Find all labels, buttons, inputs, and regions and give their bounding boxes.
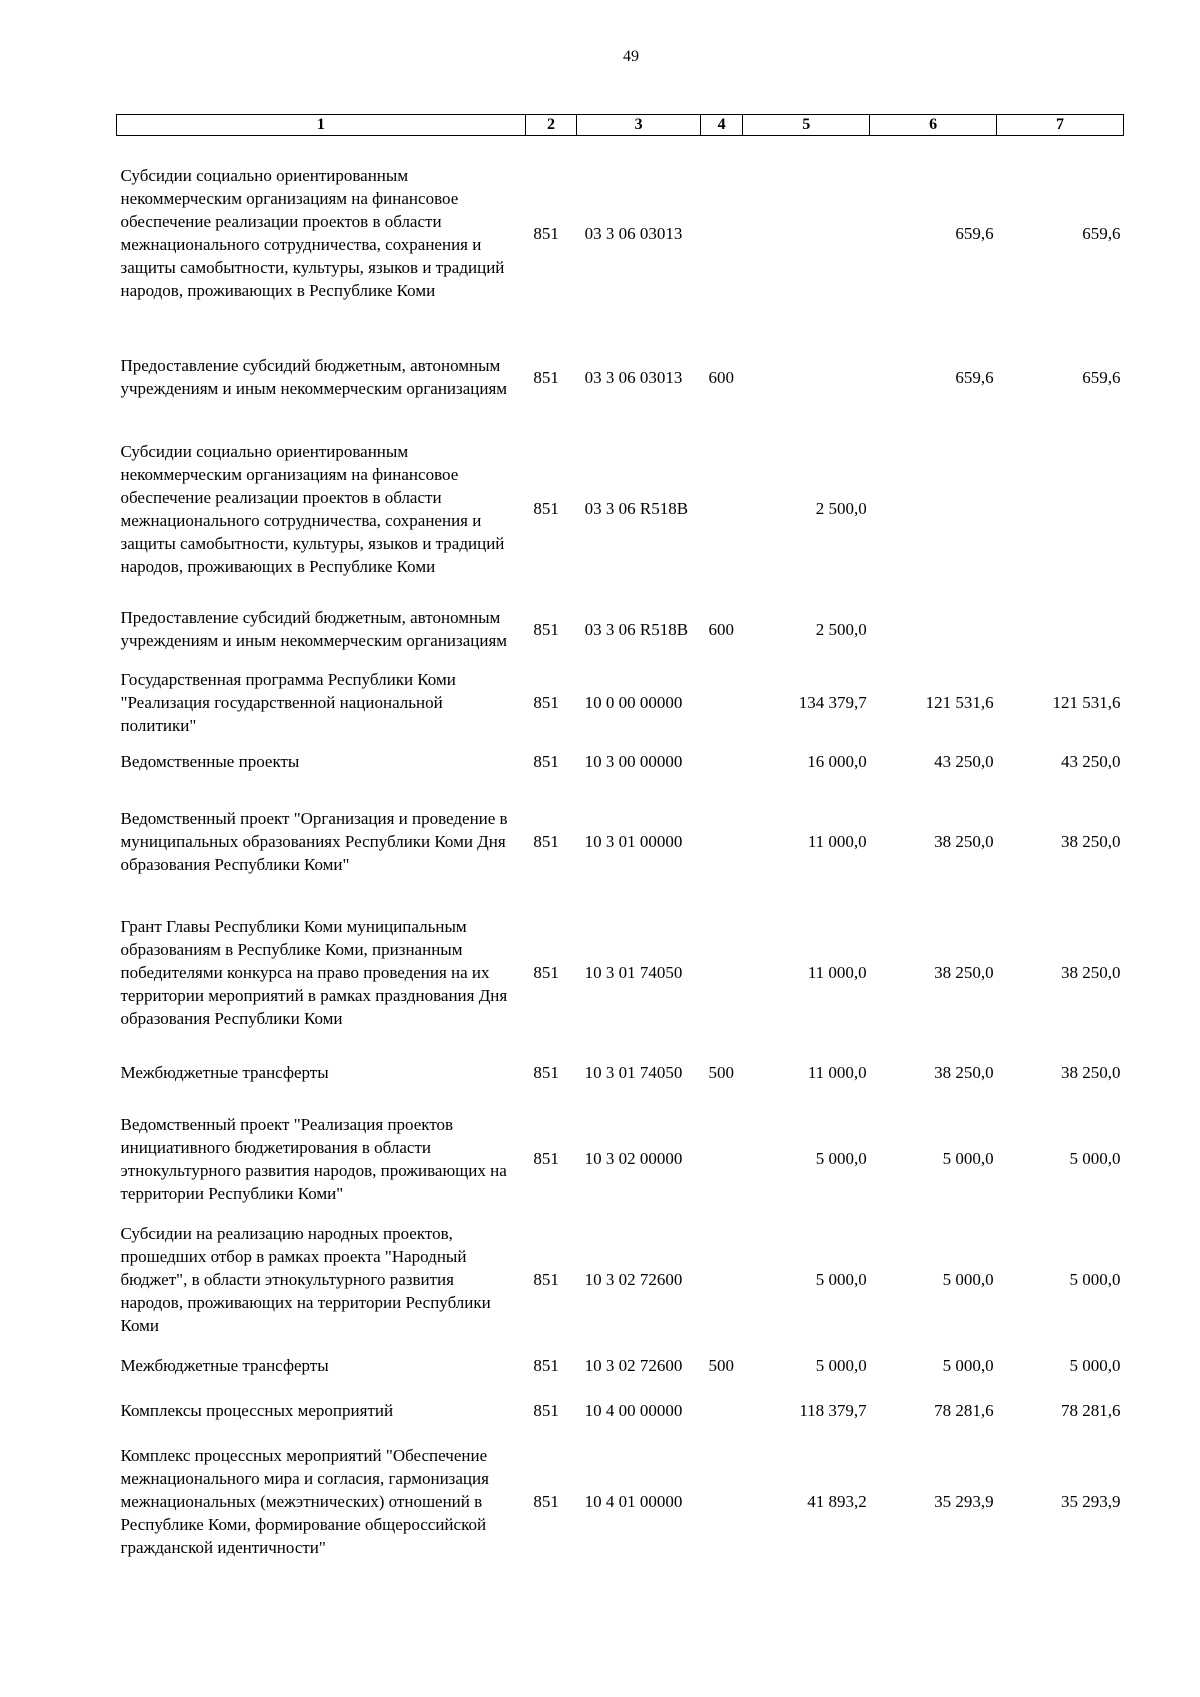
row-expense-type: 600	[708, 619, 735, 639]
column-header-1: 1	[117, 115, 526, 136]
row-target-article: 10 3 02 00000	[584, 1149, 683, 1168]
row-grbs: 851	[533, 1270, 559, 1289]
row-expense-type	[701, 784, 743, 900]
column-header-3: 3	[577, 115, 701, 136]
row-name: Грант Главы Республики Коми муниципальным образованиям в Республике Коми, признанным победителями конкурса на право проведения на их территории мероприятий в рамках празднования Дня образования Республики Коми	[120, 917, 508, 1028]
column-header-2: 2	[525, 115, 576, 136]
row-name: Комплекс процессных мероприятий "Обеспечение межнационального мира и согласия, гармонизация межнациональных (межэтнических) отношений в Республике Коми, формирование общероссийской гражданской идентичности"	[120, 1446, 489, 1557]
row-value-6	[870, 424, 997, 594]
row-expense-type	[701, 1100, 743, 1218]
row-value-6: 38 250,0	[934, 963, 994, 982]
row-value-5: 2 500,0	[815, 619, 867, 639]
budget-table	[116, 114, 1124, 1572]
row-value-6: 659,6	[955, 367, 994, 387]
table-row	[117, 424, 1124, 594]
row-grbs: 851	[533, 367, 559, 387]
table-row	[117, 740, 1124, 784]
row-target-article: 10 3 01 74050	[584, 1063, 683, 1082]
row-value-5: 11 000,0	[807, 832, 867, 851]
column-header-6: 6	[870, 115, 997, 136]
row-value-5: 118 379,7	[799, 1401, 867, 1420]
row-value-7: 121 531,6	[1052, 692, 1121, 712]
row-name: Государственная программа Республики Коми "Реализация государственной национальной политики"	[120, 669, 456, 735]
header-row	[117, 115, 1124, 136]
table-row	[117, 594, 1124, 665]
row-grbs: 851	[533, 223, 559, 243]
row-grbs: 851	[533, 832, 559, 851]
row-value-7	[997, 424, 1124, 594]
table-row	[117, 1390, 1124, 1432]
row-value-7: 35 293,9	[1061, 1492, 1121, 1511]
row-value-7: 5 000,0	[1069, 1356, 1121, 1375]
row-value-5: 5 000,0	[815, 1270, 867, 1289]
table-row	[117, 1218, 1124, 1342]
row-name: Ведомственные проекты	[120, 752, 300, 771]
row-target-article: 10 3 02 72600	[584, 1270, 683, 1289]
row-target-article: 03 3 06 03013	[584, 223, 683, 243]
row-expense-type	[701, 900, 743, 1046]
row-value-5: 2 500,0	[815, 499, 867, 518]
row-grbs: 851	[533, 619, 559, 639]
row-expense-type	[701, 1390, 743, 1432]
row-value-7: 38 250,0	[1061, 832, 1121, 851]
row-value-6: 5 000,0	[942, 1270, 994, 1289]
row-expense-type	[701, 1218, 743, 1342]
row-grbs: 851	[533, 1063, 559, 1082]
row-value-5: 5 000,0	[815, 1356, 867, 1375]
table-row	[117, 331, 1124, 424]
row-target-article: 10 3 01 74050	[584, 963, 683, 982]
row-grbs: 851	[533, 1149, 559, 1168]
row-target-article: 10 0 00 00000	[584, 692, 683, 712]
column-header-5: 5	[743, 115, 870, 136]
table-row	[117, 136, 1124, 331]
row-target-article: 03 3 06 R518B	[584, 619, 689, 639]
row-grbs: 851	[533, 692, 559, 712]
row-name: Ведомственный проект "Организация и проведение в муниципальных образованиях Республики Коми Дня образования Республики Коми"	[120, 809, 508, 874]
table-row	[117, 900, 1124, 1046]
table-row	[117, 1432, 1124, 1572]
row-expense-type	[701, 1432, 743, 1572]
row-value-5: 11 000,0	[807, 1063, 867, 1082]
row-grbs: 851	[533, 499, 559, 518]
row-value-7: 38 250,0	[1061, 1063, 1121, 1082]
row-value-5: 11 000,0	[807, 963, 867, 982]
row-name: Субсидии на реализацию народных проектов, прошедших отбор в рамках проекта "Народный бюджет", в области этнокультурного развития народов, проживающих на территории Республики Коми	[120, 1224, 491, 1335]
row-target-article: 10 3 00 00000	[584, 752, 683, 771]
row-expense-type	[701, 740, 743, 784]
row-value-7	[997, 594, 1124, 665]
row-name: Комплексы процессных мероприятий	[120, 1401, 394, 1420]
row-value-6: 121 531,6	[925, 692, 994, 712]
row-name: Субсидии социально ориентированным некоммерческим организациям на финансовое обеспечение реализации проектов в области межнационального сотрудничества, сохранения и защиты самобытности, культуры, языков и традиций народов, проживающих в Республике Коми	[120, 166, 505, 301]
row-expense-type: 500	[708, 1356, 735, 1375]
row-value-5: 134 379,7	[798, 692, 867, 712]
row-value-5	[743, 331, 870, 424]
row-target-article: 10 3 01 00000	[584, 832, 683, 851]
row-value-6: 38 250,0	[934, 832, 994, 851]
row-expense-type: 500	[708, 1063, 735, 1082]
table-row	[117, 784, 1124, 900]
row-value-7: 78 281,6	[1061, 1401, 1121, 1420]
row-value-7: 659,6	[1082, 223, 1121, 243]
row-value-6: 38 250,0	[934, 1063, 994, 1082]
row-value-6: 5 000,0	[942, 1149, 994, 1168]
row-grbs: 851	[533, 1401, 559, 1420]
row-name: Межбюджетные трансферты	[120, 1356, 329, 1375]
row-expense-type	[701, 665, 743, 740]
row-name: Предоставление субсидий бюджетным, автономным учреждениям и иным некоммерческим организациям	[120, 608, 508, 650]
table-row	[117, 1046, 1124, 1100]
row-value-7: 38 250,0	[1061, 963, 1121, 982]
row-target-article: 03 3 06 03013	[584, 367, 683, 387]
row-grbs: 851	[533, 1356, 559, 1375]
row-grbs: 851	[533, 1492, 559, 1511]
column-header-4: 4	[701, 115, 743, 136]
table-row	[117, 1342, 1124, 1390]
row-target-article: 03 3 06 R518B	[584, 499, 689, 518]
row-value-7: 5 000,0	[1069, 1270, 1121, 1289]
row-expense-type: 600	[708, 367, 735, 387]
row-target-article: 10 3 02 72600	[584, 1356, 683, 1375]
row-expense-type	[701, 136, 743, 331]
row-value-7: 5 000,0	[1069, 1149, 1121, 1168]
row-value-5: 16 000,0	[807, 752, 867, 771]
column-header-7: 7	[997, 115, 1124, 136]
row-value-5: 41 893,2	[807, 1492, 867, 1511]
row-grbs: 851	[533, 963, 559, 982]
table-row	[117, 1100, 1124, 1218]
row-value-6	[870, 594, 997, 665]
row-value-6: 78 281,6	[934, 1401, 994, 1420]
row-expense-type	[701, 424, 743, 594]
row-value-5: 5 000,0	[815, 1149, 867, 1168]
row-name: Ведомственный проект "Реализация проектов инициативного бюджетирования в области этнокультурного развития народов, проживающих на территории Республики Коми"	[120, 1114, 507, 1203]
row-value-6: 35 293,9	[934, 1492, 994, 1511]
page-number: 49	[623, 48, 639, 65]
table-row	[117, 665, 1124, 740]
row-value-6: 659,6	[955, 223, 994, 243]
row-value-6: 5 000,0	[942, 1356, 994, 1375]
row-grbs: 851	[533, 752, 559, 771]
row-value-7: 43 250,0	[1061, 752, 1121, 771]
row-value-5	[743, 136, 870, 331]
row-name: Межбюджетные трансферты	[120, 1063, 329, 1082]
row-target-article: 10 4 00 00000	[584, 1401, 683, 1420]
row-value-7: 659,6	[1082, 367, 1121, 387]
row-name: Предоставление субсидий бюджетным, автономным учреждениям и иным некоммерческим организациям	[120, 356, 508, 398]
row-value-6: 43 250,0	[934, 752, 994, 771]
row-name: Субсидии социально ориентированным некоммерческим организациям на финансовое обеспечение реализации проектов в области межнационального сотрудничества, сохранения и защиты самобытности, культуры, языков и традиций народов, проживающих в Республике Коми	[120, 441, 505, 576]
row-target-article: 10 4 01 00000	[584, 1492, 683, 1511]
